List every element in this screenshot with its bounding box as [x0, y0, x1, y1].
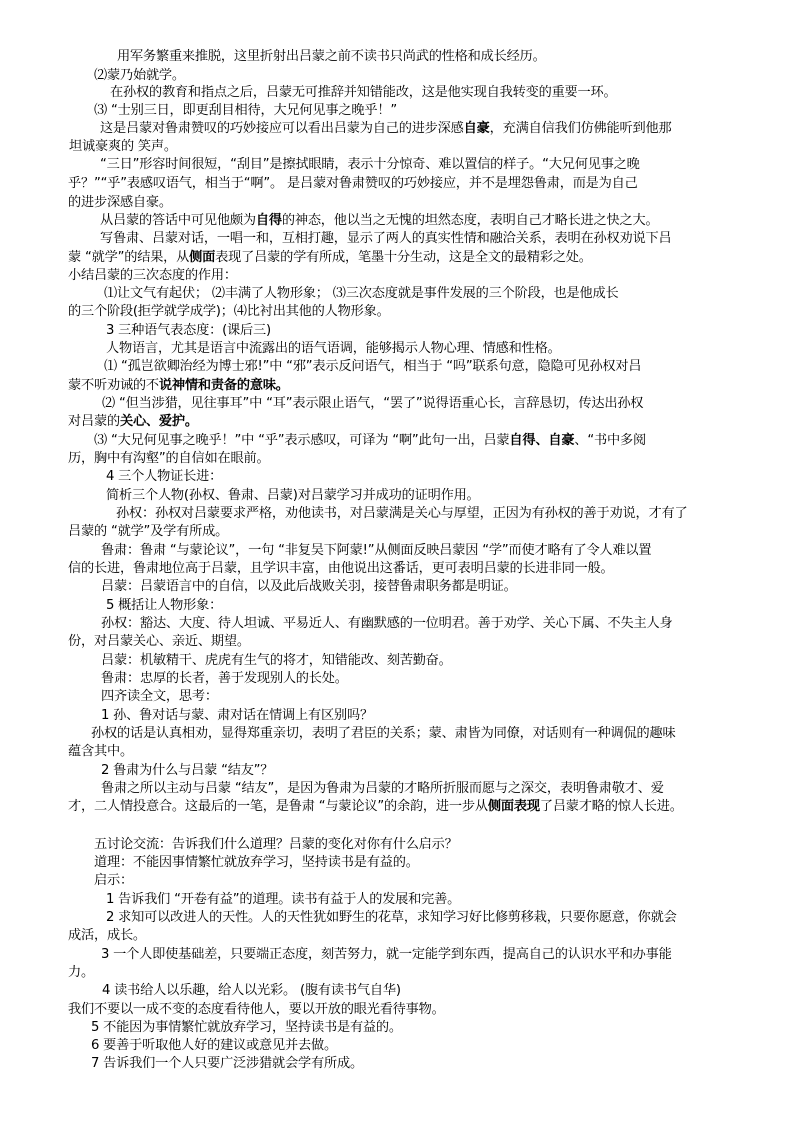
text-line: 道理：不能因事情繁忙就放弃学习，坚持读书是有益的。: [94, 855, 419, 870]
text-line: 这是吕蒙对鲁肃赞叹的巧妙接应可以看出吕蒙为自己的进步深感自豪，充满自信我们仿佛能听到他那: [100, 121, 672, 136]
text-line: 启示：: [94, 873, 133, 888]
text-line: 鲁肃：鲁肃 “与蒙论议”，一句 “非复吴下阿蒙!”从侧面反映吕蒙因 “学”而使才略有了令人难以置: [101, 543, 652, 558]
text-line: 才，二人情投意合。这最后的一笔，是鲁肃 “与蒙论议”的余韵，进一步从侧面表现了吕蒙才略的惊人长进。: [68, 799, 683, 814]
text-line: 3 三种语气表态度：(课后三): [106, 323, 271, 338]
text-line: 的三个阶段(拒学就学成学)；⑷比衬出其他的人物形象。: [68, 304, 390, 319]
text-line: 我们不要以一成不变的态度看待他人，要以开放的眼光看待事物。: [68, 1002, 445, 1017]
text-line: 写鲁肃、吕蒙对话，一唱一和，互相打趣，显示了两人的真实性情和融洽关系，表明在孙权劝说下吕: [100, 231, 672, 246]
text-line: 吕蒙：吕蒙语言中的自信，以及此后战败关羽，接替鲁肃职务都是明证。: [101, 579, 517, 594]
text-line: 在孙权的教育和指点之后，吕蒙无可推辞并知错能改，这是他实现自我转变的重要一环。: [110, 85, 617, 100]
text-line: “三日”形容时间很短，“刮目”是擦拭眼睛，表示十分惊奇、难以置信的样子。“大兄何见事之晚: [100, 157, 640, 172]
text-line: ⑴ “孤岂欲卿治经为博士邪!”中 “邪”表示反问语气，相当于 “吗”联系句意，隐隐可见孙权对吕: [104, 359, 642, 374]
text-line: 孙权：豁达、大度、待人坦诚、平易近人、有幽默感的一位明君。善于劝学、关心下属、不失主人身: [101, 616, 673, 631]
text-line: 孙权：孙权对吕蒙要求严格，劝他读书，对吕蒙满是关心与厚望，正因为有孙权的善于劝说，才有了: [116, 506, 688, 521]
text-line: 份，对吕蒙关心、亲近、期望。: [68, 634, 250, 649]
text-line: ⑴让文气有起伏； ⑵丰满了人物形象； ⑶三次态度就是事件发展的三个阶段，也是他成长: [104, 286, 619, 301]
text-line: 4 读书给人以乐趣，给人以光彩。 (腹有读书气自华): [102, 983, 401, 998]
text-line: 吕蒙：机敏精干、虎虎有生气的将才，知错能改、刻苦勤奋。: [101, 653, 452, 668]
text-line: 4 三个人物证长进：: [106, 469, 223, 484]
text-line: ⑶ “大兄何见事之晚乎！”中 “乎”表示感叹，可译为 “啊”此句一出，吕蒙自得、自豪、“书中多阅: [94, 433, 646, 448]
text-line: 信的长进，鲁肃地位高于吕蒙，且学识丰富，由他说出这番话，更可表明吕蒙的长进非同一般。: [68, 561, 614, 576]
text-line: 蒙 “就学”的结果，从侧面表现了吕蒙的学有所成，笔墨十分生动，这是全文的最精彩之处。: [68, 250, 592, 265]
text-line: 力。: [68, 965, 94, 980]
text-line: 乎？”“乎”表感叹语气，相当于“啊”。 是吕蒙对鲁肃赞叹的巧妙接应，并不是埋怨鲁肃，而是为自己: [68, 176, 638, 191]
text-line: 蕴含其中。: [68, 744, 133, 759]
text-line: 历，胸中有沟壑”的自信如在眼前。: [68, 451, 270, 466]
text-line: 5 概括让人物形象：: [106, 598, 223, 613]
text-line: 鲁肃之所以主动与吕蒙 “结友”，是因为鲁肃为吕蒙的才略所折服而愿与之深交，表明鲁肃敬才、爱: [101, 781, 664, 796]
text-line: 吕蒙的 “就学”及学有所成。: [68, 524, 229, 539]
text-line: 2 鲁肃为什么与吕蒙 “结友”？: [101, 763, 274, 778]
text-line: ⑶ “士别三日，即更刮目相待，大兄何见事之晚乎！”: [94, 103, 397, 118]
text-line: 对吕蒙的关心、爱护。: [68, 414, 198, 429]
text-line: ⑵蒙乃始就学。: [94, 68, 185, 83]
text-line: 3 一个人即使基础差，只要端正态度，刻苦努力，就一定能学到东西，提高自己的认识水平和办事能: [101, 947, 672, 962]
text-line: 成活，成长。: [68, 928, 146, 943]
text-line: 五讨论交流：告诉我们什么道理？吕蒙的变化对你有什么启示？: [94, 837, 458, 852]
text-line: 7 告诉我们一个人只要广泛涉猎就会学有所成。: [91, 1056, 363, 1071]
text-line: 小结吕蒙的三次态度的作用：: [68, 268, 237, 283]
text-line: 的进步深感自豪。: [68, 195, 172, 210]
text-line: 用军务繁重来推脱，这里折射出吕蒙之前不读书只尚武的性格和成长经历。: [117, 49, 546, 64]
text-line: 2 求知可以改进人的天性。人的天性犹如野生的花草，求知学习好比修剪移栽，只要你愿意，你就会: [106, 910, 677, 925]
text-line: 蒙不听劝诫的不说神情和责备的意味。: [68, 378, 289, 393]
text-line: 1 孙、鲁对话与蒙、肃对话在情调上有区别吗？: [101, 708, 373, 723]
text-line: 简析三个人物(孙权、鲁肃、吕蒙)对吕蒙学习并成功的证明作用。: [106, 488, 480, 503]
text-line: 从吕蒙的答话中可见他颇为自得的神态，他以当之无愧的坦然态度，表明自己才略长进之快之大。: [100, 213, 659, 228]
text-line: ⑵ “但当涉猎，见往事耳”中 “耳”表示限止语气，“罢了”说得语重心长，言辞恳切，传达出孙权: [102, 396, 644, 411]
text-line: 四齐读全文，思考：: [101, 689, 218, 704]
text-line: 5 不能因为事情繁忙就放弃学习，坚持读书是有益的。: [91, 1020, 402, 1035]
text-line: 1 告诉我们 “开卷有益”的道理。读书有益于人的发展和完善。: [106, 892, 461, 907]
text-line: 坦诚豪爽的 笑声。: [69, 139, 177, 154]
text-line: 人物语言，尤其是语言中流露出的语气语调，能够揭示人物心理、情感和性格。: [106, 341, 561, 356]
text-line: 鲁肃：忠厚的长者，善于发现别人的长处。: [101, 671, 348, 686]
text-line: 孙权的话是认真相劝，显得郑重亲切，表明了君臣的关系；蒙、肃皆为同僚，对话则有一种调侃的趣味: [91, 726, 676, 741]
text-line: 6 要善于听取他人好的建议或意见并去做。: [91, 1038, 337, 1053]
